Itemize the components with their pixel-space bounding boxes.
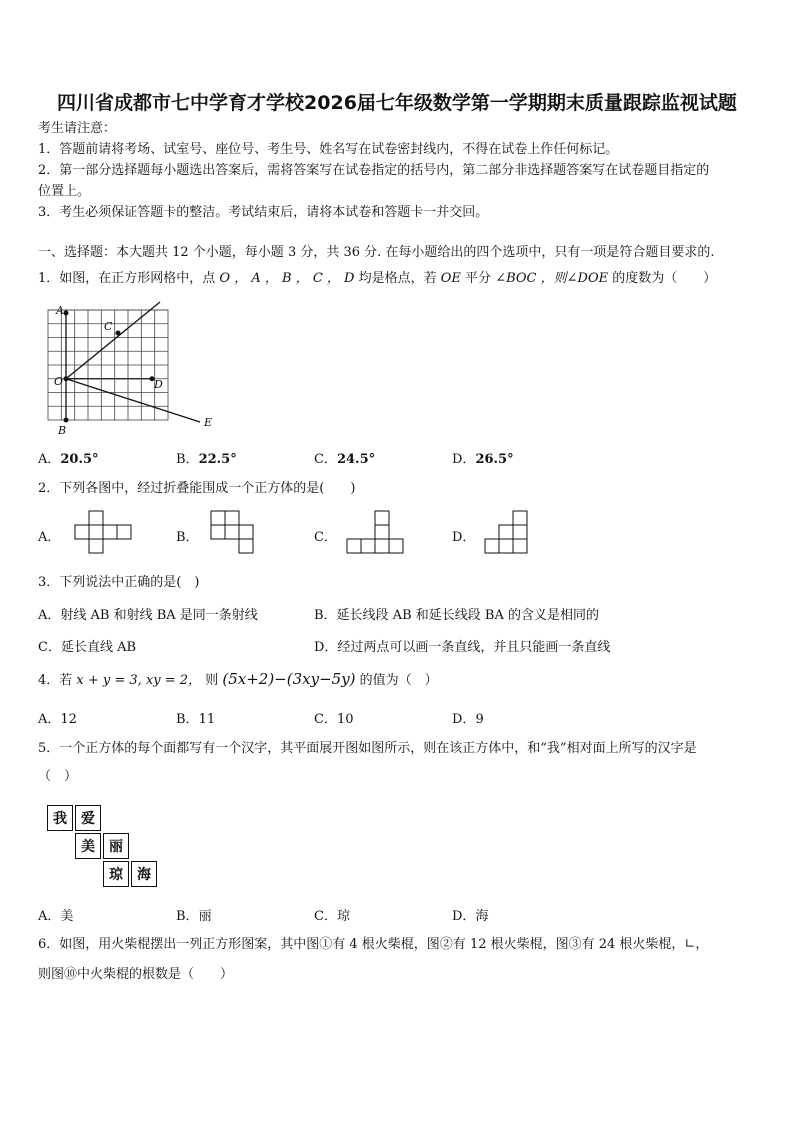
q4-option-c: C．10 (314, 712, 354, 727)
notice-item-3: 3．考生必须保证答题卡的整洁。考试结束后，请将本试卷和答题卡一并交回。 (38, 205, 489, 220)
q4-expression: (5x+2)−(3xy−5y) (222, 670, 356, 688)
q2-net-a (75, 510, 135, 556)
q1-label-d: D (154, 378, 163, 391)
q4-condition: x + y = 3, xy = 2， (76, 673, 202, 688)
q2-net-b (211, 510, 259, 556)
q3-option-b: B．延长线段 AB 和延长线段 BA 的含义是相同的 (314, 608, 599, 623)
q4-option-d: D．9 (452, 712, 484, 727)
q1-points: O ， A ， B ， C ， D (219, 271, 355, 286)
q1-oe: OE (440, 271, 461, 286)
q1-label-o: O (54, 375, 64, 388)
q2-option-a-label: A． (38, 530, 61, 545)
q5-option-c: C．琼 (314, 909, 350, 924)
q4-option-b: B．11 (176, 712, 216, 727)
q5-net-cell-4: 丽 (103, 833, 129, 859)
q1-label-b: B (58, 424, 67, 437)
q3-stem: 3．下列说法中正确的是( ) (38, 575, 200, 590)
q3-option-d: D．经过两点可以画一条直线，并且只能画一条直线 (314, 640, 611, 655)
q1-label-a: A (56, 304, 64, 317)
q1-doe: ，则∠DOE (540, 271, 609, 286)
q2-net-d (485, 510, 533, 556)
notice-item-2-cont: 位置上。 (38, 184, 91, 199)
q5-net-cell-1: 我 (47, 805, 73, 831)
q6-stem-cont: 则图⑩中火柴棍的根数是（ ） (38, 967, 234, 982)
q5-net-cell-6: 海 (131, 861, 157, 887)
q2-option-d-label: D． (452, 530, 476, 545)
q5-net-cell-2: 爱 (75, 805, 101, 831)
q1-stem-c: 平分 (465, 271, 492, 286)
notice-item-1: 1．答题前请将考场、试室号、座位号、考生号、姓名写在试卷密封线内，不得在试卷上作任何标记。 (38, 142, 619, 157)
q1-option-c: C．24.5° (314, 452, 376, 467)
q5-stem-cont: （ ） (38, 769, 78, 784)
q5-option-d: D．海 (452, 909, 489, 924)
q2-net-c (347, 510, 409, 556)
q5-net-cell-5: 琼 (103, 861, 129, 887)
q5-stem: 5．一个正方体的每个面都写有一个汉字，其平面展开图如图所示，则在该正方体中，和“我”相对面上所写的汉字是 (38, 741, 697, 756)
q3-option-a: A．射线 AB 和射线 BA 是同一条射线 (38, 608, 258, 623)
q1-grid-figure (40, 300, 230, 440)
q1-label-c: C (104, 320, 113, 333)
q2-option-c-label: C． (314, 530, 337, 545)
q5-net-cell-3: 美 (75, 833, 101, 859)
q2-stem: 2．下列各图中，经过折叠能围成一个正方体的是( ) (38, 481, 356, 496)
q4-stem: 4．若 x + y = 3, xy = 2， 则 (5x+2)−(3xy−5y) 的值为（ ） (38, 670, 438, 688)
q1-option-b: B．22.5° (176, 452, 237, 467)
q1-stem (38, 270, 768, 288)
q1-boc: ∠BOC (495, 271, 537, 286)
q1-stem-d: 的度数为（ ） (612, 271, 717, 286)
q3-option-c: C．延长直线 AB (38, 640, 137, 655)
q1-label-e: E (204, 416, 213, 429)
q5-option-a: A．美 (38, 909, 74, 924)
q2-option-b-label: B． (176, 530, 199, 545)
q5-option-b: B．丽 (176, 909, 212, 924)
notice-item-2: 2．第一部分选择题每小题选出答案后，需将答案写在试卷指定的括号内，第二部分非选择题答案写在试卷题目指定的 (38, 163, 710, 178)
q1-option-d: D．26.5° (452, 452, 514, 467)
q6-stem: 6．如图，用火柴棍摆出一列正方形图案，其中图①有 4 根火柴棍，图②有 12 根火柴棍，图③有 24 根火柴棍，∟， (38, 937, 709, 952)
q1-stem-b: 均是格点，若 (358, 271, 437, 286)
q1-option-a: A．20.5° (38, 452, 99, 467)
section-heading: 一、选择题：本大题共 12 个小题，每小题 3 分，共 36 分. 在每小题给出的四个选项中，只有一项是符合题目要求的. (38, 245, 715, 260)
q1-stem-a: 1．如图，在正方形网格中，点 (38, 271, 216, 286)
q4-option-a: A．12 (38, 712, 77, 727)
exam-title: 四川省成都市七中学育才学校2026届七年级数学第一学期期末质量跟踪监视试题 (57, 92, 737, 114)
notice-heading: 考生请注意： (38, 121, 117, 136)
